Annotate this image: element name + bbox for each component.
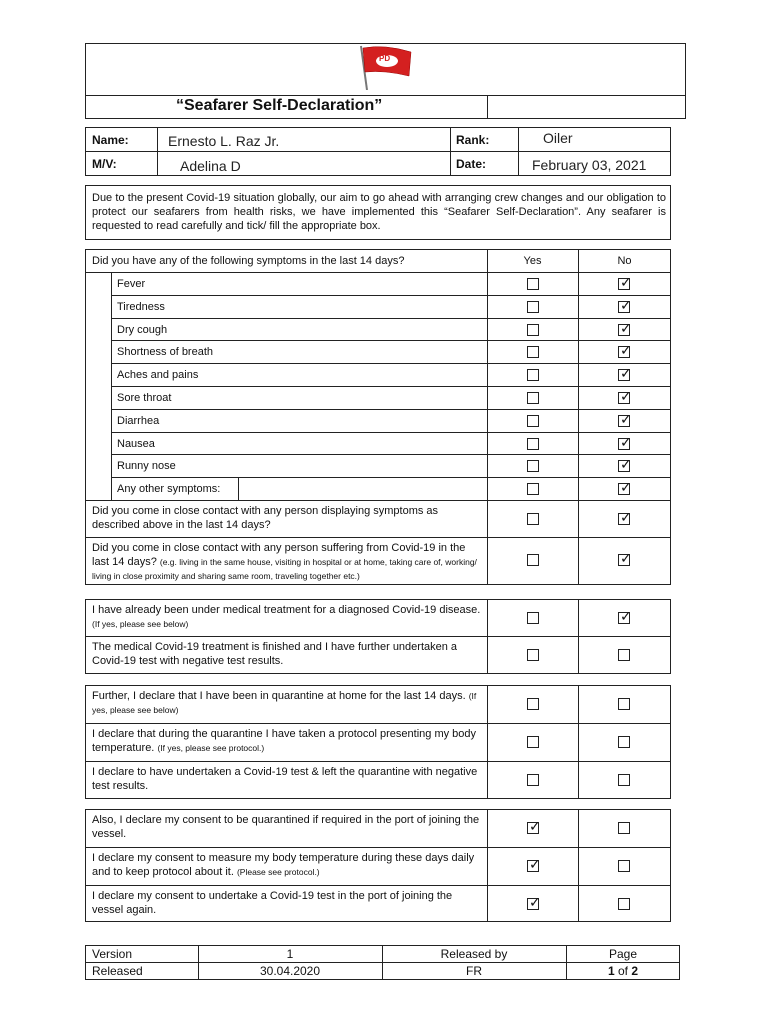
contact-symptoms-question [92,504,482,532]
check-mark-icon: ✓ [620,319,632,336]
consent-statement-main: I declare my consent to undertake a Covid-19 test in the port of joining the vessel again. [92,890,453,916]
symptom-no-checkbox[interactable] [618,410,632,427]
check-mark-icon: ✓ [620,342,632,359]
treatment-statement [92,640,482,668]
consent-yes-checkbox[interactable] [527,893,541,910]
quarantine-no-checkbox[interactable] [618,736,630,748]
footer-version-value: 1 [286,947,294,961]
treatment-statement-main: I have already been under medical treatment for a diagnosed Covid-19 disease. [92,604,481,616]
row-divider [111,454,671,455]
check-mark-icon: ✓ [529,856,541,872]
page-of: of [614,964,632,978]
check-mark-icon: ✓ [620,410,632,427]
check-mark-icon: ✓ [620,296,632,313]
other-symptoms-input[interactable] [240,479,484,498]
symptom-yes-checkbox[interactable] [527,392,539,404]
quarantine-statement-main: Further, I declare that I have been in quarantine at home for the last 14 days. [92,690,466,702]
consent-statement [92,889,482,917]
symptom-label: Tiredness [117,300,165,313]
contact-symptoms-no-checkbox[interactable] [618,509,632,525]
consent-statement [92,813,482,841]
date-label: Date: [456,157,487,171]
intro-text: Due to the present Covid-19 situation globally, our aim to go ahead with arranging crew changes and our obligation to protect our seafarers from health risks, we have implemented this “Seafarer Self-Declaration”. Any seafarer is requested to read carefully and tick/ fill the appropriate box. [92,192,666,232]
symptom-yes-checkbox[interactable] [527,278,539,290]
symptom-no-checkbox[interactable] [618,342,632,359]
footer-released-date: 30.04.2020 [259,964,321,978]
check-mark-icon: ✓ [620,479,632,496]
name-label: Name: [92,133,129,147]
row-divider [85,636,671,637]
row-divider [111,340,671,341]
consent-yes-checkbox[interactable] [527,856,541,872]
row-divider [85,500,671,501]
footer-released-by-value: FR [466,964,482,978]
quarantine-statement-note: (If yes, please see protocol.) [157,743,265,753]
row-divider [85,885,671,886]
consent-statement [92,851,482,879]
symptom-label: Fever [117,278,146,290]
symptom-yes-checkbox[interactable] [527,301,539,313]
quarantine-statement-main: I declare that during the quarantine I have taken a protocol presenting my body temperature. [92,728,477,754]
symptoms-question: Did you have any of the following symptoms in the last 14 days? [92,255,405,267]
footer-released-by-label: Released by [440,947,508,961]
quarantine-statement [92,727,482,755]
symptom-yes-checkbox[interactable] [527,415,539,427]
quarantine-statement [92,765,482,793]
check-mark-icon: ✓ [620,550,632,566]
footer-version-label: Version [92,947,133,961]
page-current: 1 [607,964,615,978]
quarantine-statement-main: I declare to have undertaken a Covid-19 test & left the quarantine with negative test results. [92,766,478,792]
symptom-label: Sore throat [117,392,172,404]
consent-no-checkbox[interactable] [618,822,630,834]
check-mark-icon: ✓ [529,818,541,834]
yes-col-divider [487,249,488,585]
symptom-no-checkbox[interactable] [618,388,632,404]
row-divider [111,318,671,319]
consent-yes-checkbox[interactable] [527,818,541,834]
symptom-label: Aches and pains [117,369,199,382]
check-mark-icon: ✓ [620,365,632,382]
symptom-yes-checkbox[interactable] [527,483,539,495]
symptom-label: Shortness of breath [117,346,214,359]
treatment-statement [92,603,482,631]
footer-page-label: Page [608,947,638,961]
check-mark-icon: ✓ [620,456,632,473]
consent-no-checkbox[interactable] [618,898,630,910]
check-mark-icon: ✓ [620,388,632,404]
quarantine-statement-note: (If yes, please see below) [92,691,477,715]
check-mark-icon: ✓ [620,433,632,450]
symptom-no-checkbox[interactable] [618,433,632,450]
page-title: “Seafarer Self-Declaration” [176,97,383,114]
treatment-statement-note: (If yes, please see below) [92,619,189,629]
contact-symptoms-yes-checkbox[interactable] [527,513,539,525]
treatment-no-checkbox[interactable] [618,649,630,661]
no-col-divider [578,249,579,585]
row-divider [85,272,671,273]
symptom-no-checkbox[interactable] [618,479,632,496]
header-divider [85,95,686,96]
symptom-label: Dry cough [117,323,168,336]
check-mark-icon: ✓ [529,893,541,910]
flag-text: PD [379,54,391,63]
row-divider [85,847,671,848]
symptom-no-checkbox[interactable] [618,319,632,336]
rank-label: Rank: [456,133,490,147]
name-value[interactable]: Ernesto L. Raz Jr. [168,133,280,149]
info-row-divider [85,151,671,152]
symptom-yes-checkbox[interactable] [527,369,539,381]
consent-statement-main: I declare my consent to measure my body temperature during these days daily and to keep protocol about it. [92,852,475,878]
row-divider [111,477,671,478]
consent-no-checkbox[interactable] [618,860,630,872]
vessel-value[interactable]: Adelina D [180,158,241,174]
symptom-yes-checkbox[interactable] [527,346,539,358]
row-divider [111,295,671,296]
quarantine-yes-checkbox[interactable] [527,774,539,786]
contact-covid-question [92,541,482,583]
check-mark-icon: ✓ [620,509,632,525]
row-divider [85,723,671,724]
symptom-no-checkbox[interactable] [618,456,632,473]
quarantine-statement [92,689,482,717]
row-divider [85,537,671,538]
rank-value[interactable]: Oiler [543,130,573,146]
row-divider [111,409,671,410]
info-col-divider [518,127,519,176]
info-col-divider [157,127,158,176]
row-divider [111,363,671,364]
symptom-label: Nausea [117,437,155,450]
symptoms-table [85,249,671,585]
symptom-no-checkbox[interactable] [618,296,632,313]
symptom-no-checkbox[interactable] [618,274,632,290]
contact-covid-question-main: Did you come in close contact with any person suffering from Covid-19 in the last 14 days? [92,542,466,568]
check-mark-icon: ✓ [620,274,632,290]
consent-statement-main: Also, I declare my consent to be quarantined if required in the port of joining the vessel. [92,814,480,840]
info-col-divider [450,127,451,176]
company-flag-logo [355,44,415,90]
treatment-yes-checkbox[interactable] [527,612,539,624]
yes-col-divider [487,685,488,799]
contact-covid-no-checkbox[interactable] [618,550,632,566]
no-col-divider [578,685,579,799]
date-value[interactable]: February 03, 2021 [532,157,647,173]
no-col-divider [578,809,579,922]
header-title-divider [487,95,488,119]
contact-covid-yes-checkbox[interactable] [527,554,539,566]
quarantine-no-checkbox[interactable] [618,698,630,710]
symptom-no-checkbox[interactable] [618,365,632,382]
symptom-label: Diarrhea [117,414,160,427]
consent-statement-note: (Please see protocol.) [236,867,320,877]
no-column-header: No [617,255,632,267]
treatment-statement-main: The medical Covid-19 treatment is finished and I have further undertaken a Covid-19 test with negative test results. [92,641,458,667]
other-symptoms-divider [238,477,239,500]
quarantine-yes-checkbox[interactable] [527,736,539,748]
symptom-label: Any other symptoms: [117,483,221,496]
symptom-yes-checkbox[interactable] [527,324,539,336]
footer-page-number [566,964,680,978]
vessel-label: M/V: [92,157,117,171]
quarantine-yes-checkbox[interactable] [527,698,539,710]
yes-col-divider [487,809,488,922]
row-divider [111,386,671,387]
symptom-yes-checkbox[interactable] [527,460,539,472]
yes-column-header: Yes [523,255,542,267]
contact-covid-question-note: (e.g. living in the same house, visiting in hospital or at home, taking care of, working/ living in close proximity and sharing same room, traveling together etc.) [92,557,477,581]
contact-symptoms-question-main: Did you come in close contact with any person displaying symptoms as described above in the last 14 days? [92,505,439,531]
symptom-yes-checkbox[interactable] [527,438,539,450]
check-mark-icon: ✓ [620,607,632,624]
page-total: 2 [631,964,639,978]
footer-released-label: Released [92,964,143,978]
symptom-label: Runny nose [117,460,176,473]
treatment-yes-checkbox[interactable] [527,649,539,661]
quarantine-no-checkbox[interactable] [618,774,630,786]
row-divider [111,432,671,433]
row-divider [85,761,671,762]
treatment-no-checkbox[interactable] [618,607,632,624]
